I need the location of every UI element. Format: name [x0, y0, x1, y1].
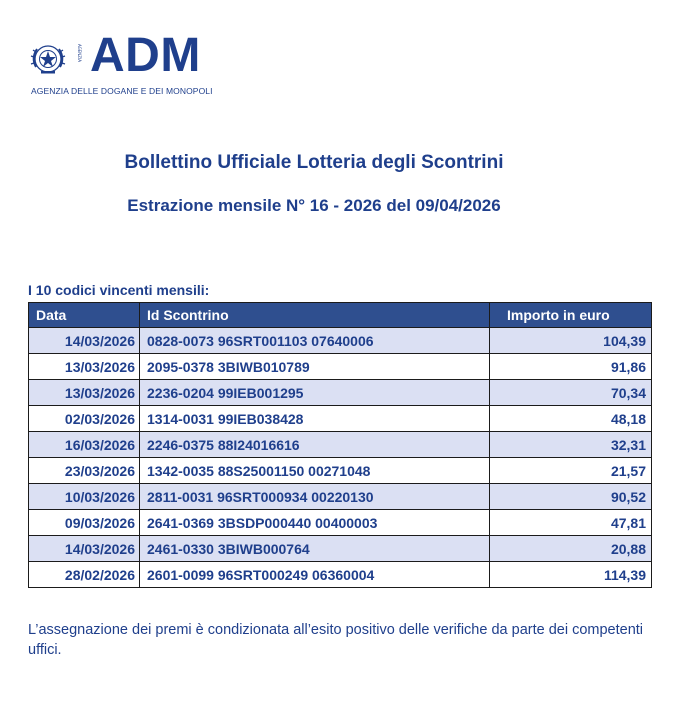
table-row	[29, 432, 652, 458]
cell-id: 0828-0073 96SRT001103 07640006	[140, 328, 490, 354]
cell-amount: 48,18	[490, 406, 652, 432]
cell-id: 1314-0031 99IEB038428	[140, 406, 490, 432]
cell-amount: 47,81	[490, 510, 652, 536]
cell-id: 2601-0099 96SRT000249 06360004	[140, 562, 490, 588]
cell-amount: 114,39	[490, 562, 652, 588]
cell-date: 10/03/2026	[29, 484, 140, 510]
cell-date: 28/02/2026	[29, 562, 140, 588]
cell-amount: 90,52	[490, 484, 652, 510]
cell-date: 02/03/2026	[29, 406, 140, 432]
cell-id: 2641-0369 3BSDP000440 00400003	[140, 510, 490, 536]
cell-amount: 20,88	[490, 536, 652, 562]
page-title: Bollettino Ufficiale Lotteria degli Scontrini	[124, 152, 504, 173]
cell-date: 23/03/2026	[29, 458, 140, 484]
footnote: L’assegnazione dei premi è condizionata all’esito positivo delle verifiche da parte dei competenti uffici.	[28, 622, 644, 658]
table-row	[29, 484, 652, 510]
column-header-amount: Importo in euro	[490, 303, 652, 328]
cell-date: 14/03/2026	[29, 328, 140, 354]
table-caption: I 10 codici vincenti mensili:	[28, 282, 210, 298]
table-row	[29, 536, 652, 562]
cell-date: 09/03/2026	[29, 510, 140, 536]
cell-id: 1342-0035 88S25001150 00271048	[140, 458, 490, 484]
italian-republic-emblem-icon	[28, 36, 88, 82]
cell-date: 14/03/2026	[29, 536, 140, 562]
logo-wordmark: ADM	[90, 29, 201, 82]
cell-id: 2811-0031 96SRT000934 00220130	[140, 484, 490, 510]
winning-codes-table	[28, 302, 652, 588]
cell-amount: 104,39	[490, 328, 652, 354]
cell-id: 2095-0378 3BIWB010789	[140, 354, 490, 380]
column-header-id: Id Scontrino	[140, 303, 490, 328]
cell-id: 2246-0375 88I24016616	[140, 432, 490, 458]
emblem-text: AGENZIA	[77, 44, 82, 62]
cell-amount: 91,86	[490, 354, 652, 380]
table-row	[29, 354, 652, 380]
cell-amount: 32,31	[490, 432, 652, 458]
table-header-row	[29, 303, 652, 328]
cell-amount: 21,57	[490, 458, 652, 484]
table-row	[29, 510, 652, 536]
table-row	[29, 380, 652, 406]
cell-date: 16/03/2026	[29, 432, 140, 458]
table-row	[29, 406, 652, 432]
cell-id: 2461-0330 3BIWB000764	[140, 536, 490, 562]
table-row	[29, 562, 652, 588]
cell-id: 2236-0204 99IEB001295	[140, 380, 490, 406]
table-row	[29, 328, 652, 354]
cell-date: 13/03/2026	[29, 380, 140, 406]
cell-date: 13/03/2026	[29, 354, 140, 380]
column-header-date: Data	[29, 303, 140, 328]
logo-subtitle: AGENZIA DELLE DOGANE E DEI MONOPOLI	[31, 86, 213, 96]
table-row	[29, 458, 652, 484]
page-subtitle: Estrazione mensile N° 16 - 2026 del 09/04/2026	[127, 196, 501, 215]
cell-amount: 70,34	[490, 380, 652, 406]
